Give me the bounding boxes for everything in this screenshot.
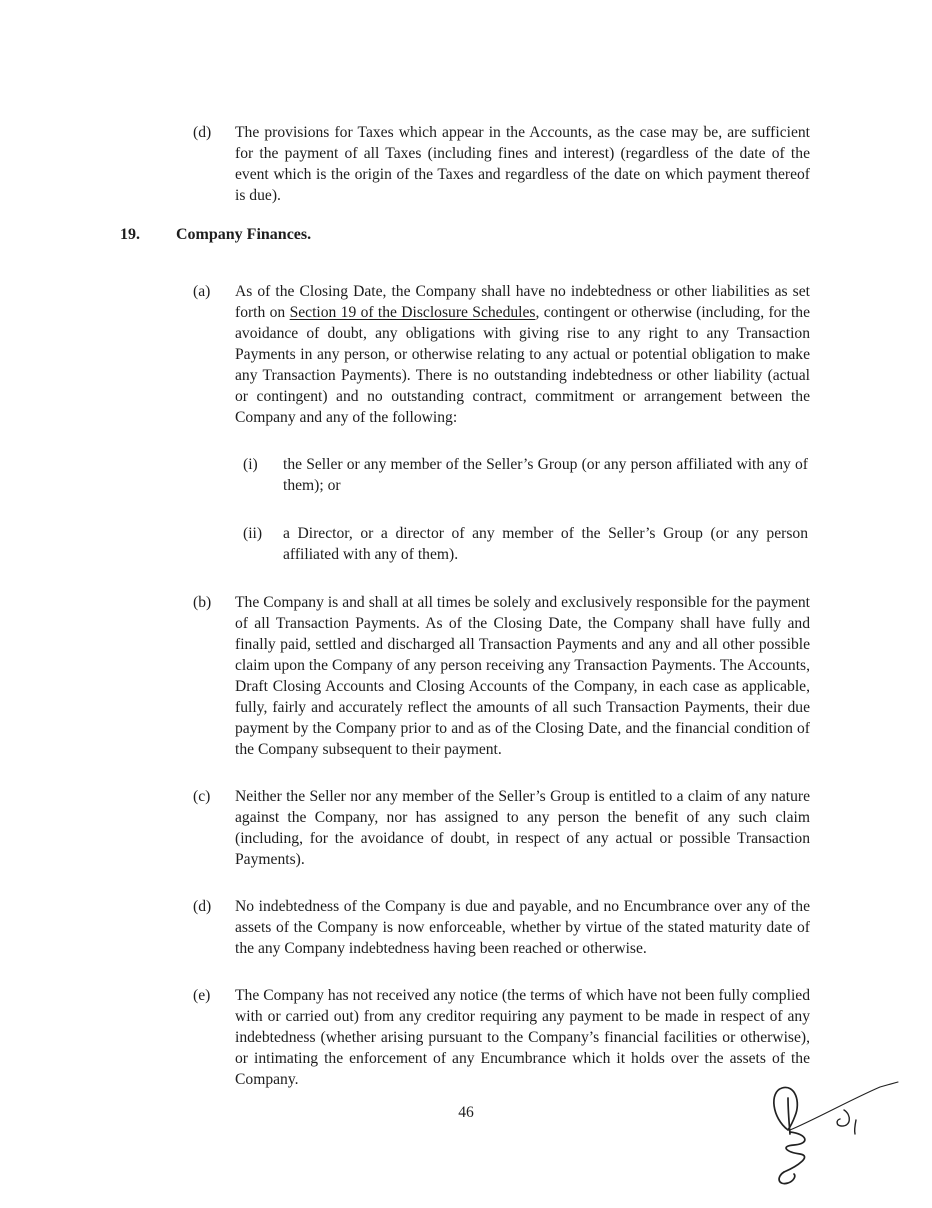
clause-a xyxy=(193,281,810,428)
clause-label: (a) xyxy=(193,283,211,300)
signature-icon xyxy=(752,1076,902,1202)
handwritten-initials-signature xyxy=(752,1076,902,1202)
subclause-label: (i) xyxy=(243,456,258,473)
disclosure-schedules-reference: Section 19 of the Disclosure Schedules xyxy=(289,304,536,321)
subclause-text: a Director, or a director of any member of the Seller’s Group (or any person affiliated with any of them). xyxy=(283,525,808,563)
clause-label: (d) xyxy=(193,124,212,141)
clause-text: No indebtedness of the Company is due and payable, and no Encumbrance over any of the assets of the Company is now enforceable, whether by virtue of the stated maturity date of the any Company indebtedness having been reached or otherwise. xyxy=(235,898,810,957)
clause-text: Neither the Seller nor any member of the Seller’s Group is entitled to a claim of any nature against the Company, nor has assigned to any person the benefit of any such claim (including, for the avoidance of doubt, in respect of any actual or possible Transaction Payments). xyxy=(235,788,810,868)
clause-e xyxy=(193,985,810,1090)
clause-d-indebtedness xyxy=(193,896,810,959)
section-title: Company Finances. xyxy=(176,226,312,243)
clause-d-taxes xyxy=(193,122,810,206)
clause-label: (c) xyxy=(193,788,211,805)
clause-text: The Company is and shall at all times be solely and exclusively responsible for the payment of all Transaction Payments. As of the Closing Date, the Company shall have fully and finally paid, settled and discharged all Transaction Payments and any and all other possible claim upon the Company of any person receiving any Transaction Payments. The Accounts, Draft Closing Accounts and Closing Accounts of the Company, in each case as applicable, fully, fairly and accurately reflect the amounts of all such Transaction Payments, their due payment by the Company prior to and as of the Closing Date, and the financial condition of the Company subsequent to their payment. xyxy=(235,594,810,758)
clause-label: (d) xyxy=(193,898,212,915)
clause-c xyxy=(193,786,810,870)
clause-text: The provisions for Taxes which appear in the Accounts, as the case may be, are sufficient for the payment of all Taxes (including fines and interest) (regardless of the date of the event which is the origin of the Taxes and regardless of the date on which payment thereof is due). xyxy=(235,124,810,204)
clause-text xyxy=(235,281,810,428)
clause-label: (b) xyxy=(193,594,212,611)
section-heading xyxy=(120,224,810,245)
clause-label: (e) xyxy=(193,987,211,1004)
subclause-ii xyxy=(243,523,808,565)
section-number: 19. xyxy=(120,226,140,243)
clause-text: The Company has not received any notice (the terms of which have not been fully complied with or carried out) from any creditor requiring any payment to be made in respect of any indebtedness (whether arising pursuant to the Company’s financial facilities or otherwise), or intimating the enforcement of any Encumbrance which it holds over the assets of the Company. xyxy=(235,987,810,1088)
page-number: 46 xyxy=(458,1104,474,1121)
clause-b xyxy=(193,592,810,760)
clause-a-text-before: As of the Closing Date, the Company shall have no indebtedness or other liabilities as set forth on xyxy=(235,283,810,321)
subclause-i xyxy=(243,454,808,496)
subclause-text: the Seller or any member of the Seller’s Group (or any person affiliated with any of them); or xyxy=(283,456,808,494)
subclause-label: (ii) xyxy=(243,525,263,542)
clause-a-text-after: , contingent or otherwise (including, for the avoidance of doubt, any obligations with giving rise to any right to any Transaction Payments in any person, or otherwise relating to any actual or potential obligation to make any Transaction Payments). There is no outstanding indebtedness or other liability (actual or contingent) and no outstanding contract, commitment or arrangement between the Company and any of the following: xyxy=(235,304,810,426)
